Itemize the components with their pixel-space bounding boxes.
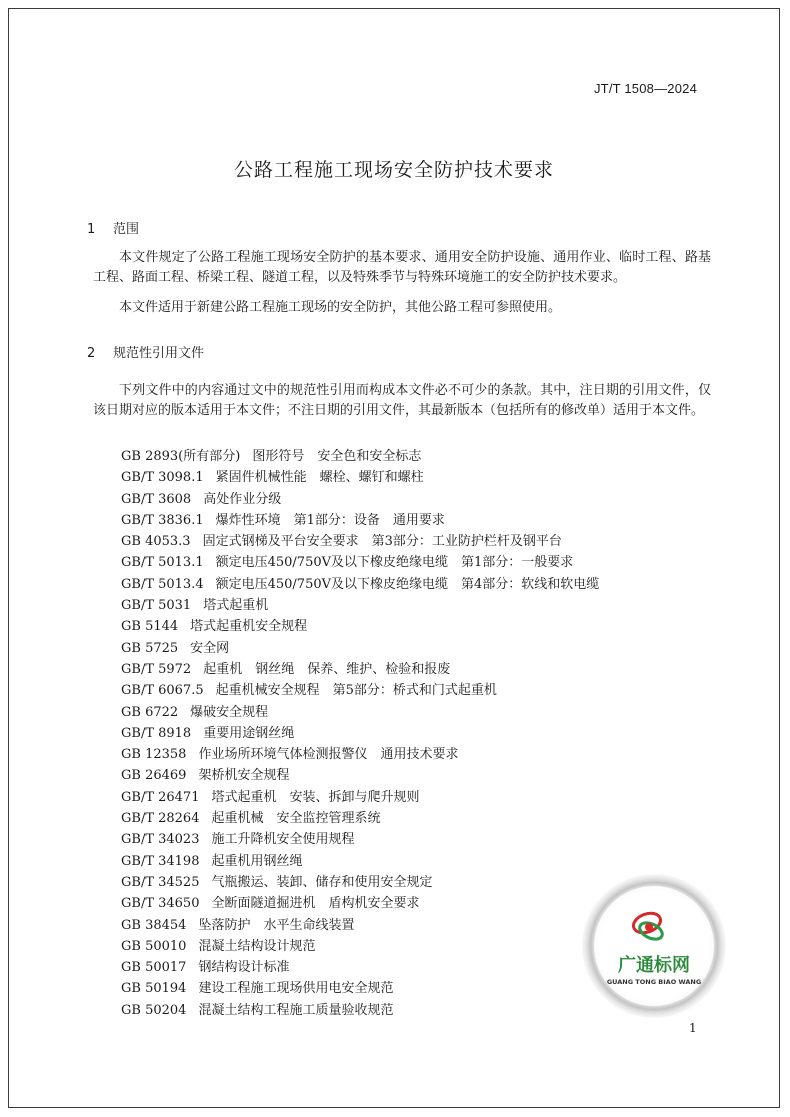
reference-title: 起重机械安全规程 第5部分：桥式和门式起重机 <box>215 683 497 699</box>
reference-item <box>121 531 599 552</box>
reference-title: 安全网 <box>190 640 230 656</box>
reference-code: GB/T 8918 <box>121 725 192 741</box>
reference-item <box>121 595 599 616</box>
reference-code: GB/T 5031 <box>121 598 192 614</box>
reference-title: 混凝土结构设计规范 <box>198 938 316 954</box>
reference-title: 塔式起重机 安装、拆卸与爬升规则 <box>211 789 420 805</box>
reference-item <box>121 638 599 659</box>
reference-item <box>121 723 599 744</box>
reference-code: GB/T 3608 <box>121 491 192 507</box>
reference-title: 额定电压450/750V及以下橡皮绝缘电缆 第4部分：软线和软电缆 <box>215 576 600 592</box>
page-number: 1 <box>689 1021 697 1035</box>
reference-code: GB/T 3836.1 <box>121 512 204 528</box>
reference-title: 建设工程施工现场供用电安全规范 <box>198 981 394 997</box>
reference-item <box>121 744 599 765</box>
reference-item <box>121 936 599 957</box>
reference-item <box>121 552 599 573</box>
section-2-intro: 下列文件中的内容通过文中的规范性引用而构成本文件必不可少的条款。其中，注日期的引用文件，仅该日期对应的版本适用于本文件；不注日期的引用文件，其最新版本（包括所有的修改单）适用于本文件。 <box>93 383 711 418</box>
reference-item <box>121 616 599 637</box>
reference-item <box>121 957 599 978</box>
document-title: 公路工程施工现场安全防护技术要求 <box>233 159 554 181</box>
reference-title: 钢结构设计标准 <box>198 960 290 976</box>
section-2-title: 规范性引用文件 <box>113 346 205 361</box>
reference-item <box>121 574 599 595</box>
reference-title: 起重机用钢丝绳 <box>211 853 303 869</box>
reference-title: 气瓶搬运、装卸、储存和使用安全规定 <box>211 874 433 890</box>
reference-item <box>121 978 599 999</box>
reference-code: GB/T 28264 <box>121 811 200 827</box>
reference-title: 紧固件机械性能 螺栓、螺钉和螺柱 <box>215 470 424 486</box>
reference-code: GB 50204 <box>121 1002 187 1018</box>
reference-item <box>121 915 599 936</box>
reference-title: 坠落防护 水平生命线装置 <box>198 917 355 933</box>
section-1-number: 1 <box>87 222 96 237</box>
reference-item <box>121 829 599 850</box>
reference-code: GB/T 34650 <box>121 896 200 912</box>
reference-code: GB/T 3098.1 <box>121 470 204 486</box>
reference-title: 重要用途钢丝绳 <box>203 725 295 741</box>
reference-code: GB 50194 <box>121 981 187 997</box>
reference-item <box>121 765 599 786</box>
reference-code: GB/T 34525 <box>121 874 200 890</box>
reference-code: GB 2893(所有部分) <box>121 449 241 464</box>
reference-code: GB/T 5972 <box>121 661 192 677</box>
reference-title: 高处作业分级 <box>203 491 282 507</box>
reference-item <box>121 446 599 467</box>
reference-item <box>121 489 599 510</box>
reference-item <box>121 510 599 531</box>
section-1-paragraph-2: 本文件适用于新建公路工程施工现场的安全防护，其他公路工程可参照使用。 <box>119 300 562 315</box>
reference-title: 爆炸性环境 第1部分：设备 通用要求 <box>215 512 445 528</box>
stamp-text-cn: 广通标网 <box>618 955 690 976</box>
reference-title: 起重机械 安全监控管理系统 <box>211 811 381 827</box>
reference-title: 额定电压450/750V及以下橡皮绝缘电缆 第1部分：一般要求 <box>215 555 574 571</box>
watermark-stamp <box>579 871 729 1021</box>
reference-title: 施工升降机安全使用规程 <box>211 832 355 848</box>
reference-code: GB/T 5013.1 <box>121 555 204 571</box>
reference-title: 塔式起重机 <box>203 598 269 614</box>
reference-title: 起重机 钢丝绳 保养、维护、检验和报废 <box>203 661 451 677</box>
reference-item <box>121 872 599 893</box>
reference-code: GB 50010 <box>121 938 187 954</box>
reference-title: 架桥机安全规程 <box>198 768 290 784</box>
reference-item <box>121 893 599 914</box>
reference-title: 爆破安全规程 <box>190 704 269 720</box>
section-1-paragraph-1: 本文件规定了公路工程施工现场安全防护的基本要求、通用安全防护设施、通用作业、临时工程、路基工程、路面工程、桥梁工程、隧道工程，以及特殊季节与特殊环境施工的安全防护技术要求。 <box>93 250 711 285</box>
reference-code: GB 6722 <box>121 704 179 720</box>
section-1-title: 范围 <box>113 222 140 237</box>
section-2-number: 2 <box>87 346 96 361</box>
reference-item <box>121 702 599 723</box>
reference-item <box>121 1000 599 1021</box>
reference-code: GB 26469 <box>121 768 187 784</box>
reference-code: GB 5725 <box>121 640 179 656</box>
reference-code: GB/T 34198 <box>121 853 200 869</box>
stamp-text-en: GUANG TONG BIAO WANG <box>606 978 702 986</box>
reference-code: GB/T 5013.4 <box>121 576 204 592</box>
reference-item <box>121 787 599 808</box>
reference-code: GB 4053.3 <box>121 534 191 550</box>
reference-code: GB 5144 <box>121 619 179 635</box>
reference-item <box>121 467 599 488</box>
reference-title: 塔式起重机安全规程 <box>190 619 308 635</box>
reference-code: GB/T 34023 <box>121 832 200 848</box>
reference-title: 作业场所环境气体检测报警仪 通用技术要求 <box>198 747 459 763</box>
section-1-heading <box>87 218 139 237</box>
reference-title: 混凝土结构工程施工质量验收规范 <box>198 1002 394 1018</box>
reference-code: GB/T 26471 <box>121 789 200 805</box>
reference-code: GB/T 6067.5 <box>121 683 204 699</box>
reference-item <box>121 659 599 680</box>
document-page <box>8 8 780 1108</box>
reference-code: GB 38454 <box>121 917 187 933</box>
document-number: JT/T 1508—2024 <box>593 81 697 96</box>
reference-list <box>121 446 599 1021</box>
reference-code: GB 50017 <box>121 960 187 976</box>
reference-item <box>121 808 599 829</box>
reference-code: GB 12358 <box>121 747 187 763</box>
reference-title: 全断面隧道掘进机 盾构机安全要求 <box>211 896 420 912</box>
reference-item <box>121 851 599 872</box>
reference-item <box>121 680 599 701</box>
reference-title: 固定式钢梯及平台安全要求 第3部分：工业防护栏杆及钢平台 <box>202 534 562 550</box>
section-2-heading <box>87 342 204 361</box>
reference-title: 图形符号 安全色和安全标志 <box>252 449 422 464</box>
